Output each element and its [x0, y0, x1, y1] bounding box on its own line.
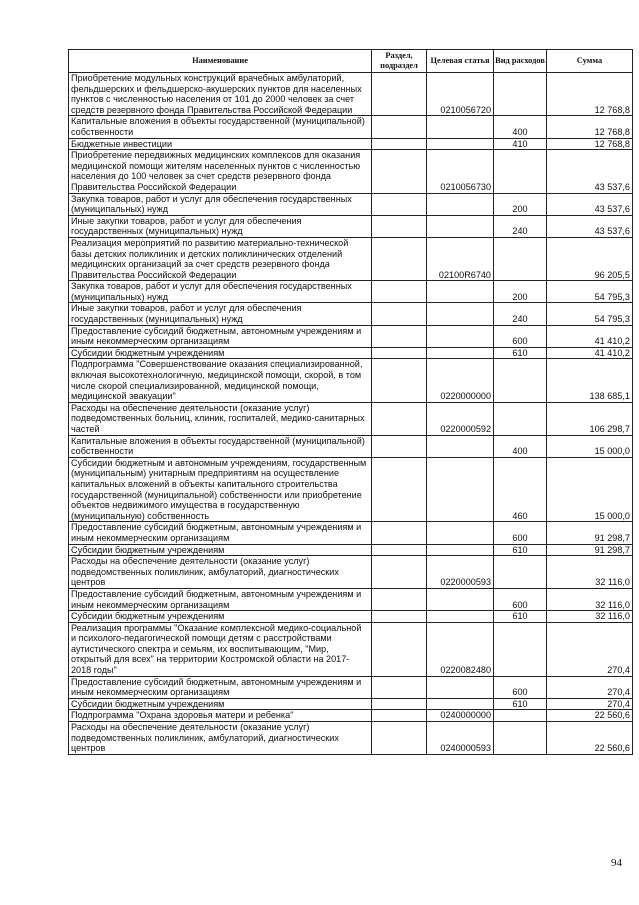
- cell-name: Субсидии бюджетным учреждениям: [69, 347, 372, 359]
- cell-section: [372, 359, 427, 402]
- cell-type: [494, 402, 547, 435]
- cell-type: 200: [494, 281, 547, 303]
- cell-name: Расходы на обеспечение деятельности (оказание услуг) подведомственных больниц, клиник, госпиталей, медико-санитарных частей: [69, 402, 372, 435]
- table-row: [69, 676, 633, 698]
- table-row: [69, 402, 633, 435]
- cell-type: 240: [494, 303, 547, 325]
- cell-article: [427, 303, 494, 325]
- cell-sum: 54 795,3: [547, 303, 633, 325]
- cell-type: 610: [494, 611, 547, 623]
- cell-section: [372, 611, 427, 623]
- cell-sum: 138 685,1: [547, 359, 633, 402]
- cell-type: 600: [494, 588, 547, 610]
- cell-sum: 12 768,8: [547, 116, 633, 138]
- cell-section: [372, 116, 427, 138]
- cell-type: 410: [494, 138, 547, 150]
- cell-name: Субсидии бюджетным и автономным учреждениям, государственным (муниципальным) унитарным предприятиям на осуществление капитальных вложений в объекты капитального строительства государственной (муниципальной) собственности или приобретение объектов недвижимого имущества в государственную (муниципальную) собственность: [69, 457, 372, 522]
- cell-article: 0220082480: [427, 622, 494, 676]
- cell-name: Закупка товаров, работ и услуг для обеспечения государственных (муниципальных) нужд: [69, 281, 372, 303]
- cell-article: [427, 676, 494, 698]
- table-row: [69, 698, 633, 710]
- table-row: [69, 73, 633, 116]
- cell-section: [372, 457, 427, 522]
- cell-name: Приобретение модульных конструкций врачебных амбулаторий, фельдшерских и фельдшерско-акушерских пунктов для населенных пунктов с численностью населения от 101 до 2000 человек за счет средств резервного фонда Правительства Российской Федерации: [69, 73, 372, 116]
- cell-type: [494, 556, 547, 589]
- cell-article: 0220000593: [427, 556, 494, 589]
- table-row: [69, 347, 633, 359]
- table-row: [69, 281, 633, 303]
- cell-article: [427, 544, 494, 556]
- table-row: [69, 722, 633, 755]
- cell-article: [427, 116, 494, 138]
- cell-article: 0220000000: [427, 359, 494, 402]
- header-name: Наименование: [69, 50, 372, 73]
- cell-section: [372, 435, 427, 457]
- cell-type: 200: [494, 193, 547, 215]
- cell-name: Закупка товаров, работ и услуг для обеспечения государственных (муниципальных) нужд: [69, 193, 372, 215]
- cell-name: Подпрограмма "Охрана здоровья матери и ребенка": [69, 710, 372, 722]
- cell-sum: 270,4: [547, 698, 633, 710]
- cell-section: [372, 588, 427, 610]
- cell-name: Субсидии бюджетным учреждениям: [69, 611, 372, 623]
- cell-section: [372, 73, 427, 116]
- cell-section: [372, 150, 427, 193]
- table-row: [69, 359, 633, 402]
- cell-name: Бюджетные инвестиции: [69, 138, 372, 150]
- table-row: [69, 522, 633, 544]
- cell-sum: 54 795,3: [547, 281, 633, 303]
- cell-type: 600: [494, 676, 547, 698]
- table-header-row: [69, 50, 633, 73]
- cell-section: [372, 622, 427, 676]
- cell-name: Предоставление субсидий бюджетным, автономным учреждениям и иным некоммерческим организациям: [69, 522, 372, 544]
- cell-type: [494, 237, 547, 280]
- cell-sum: 32 116,0: [547, 588, 633, 610]
- header-sum: Сумма: [547, 50, 633, 73]
- cell-sum: 270,4: [547, 622, 633, 676]
- cell-name: Субсидии бюджетным учреждениям: [69, 698, 372, 710]
- cell-type: 600: [494, 325, 547, 347]
- cell-sum: 32 116,0: [547, 611, 633, 623]
- cell-article: [427, 347, 494, 359]
- cell-sum: 43 537,6: [547, 150, 633, 193]
- cell-article: [427, 281, 494, 303]
- header-article: Целевая статья: [427, 50, 494, 73]
- cell-name: Предоставление субсидий бюджетным, автономным учреждениям и иным некоммерческим организациям: [69, 588, 372, 610]
- cell-sum: 91 298,7: [547, 544, 633, 556]
- cell-sum: 106 298,7: [547, 402, 633, 435]
- cell-section: [372, 710, 427, 722]
- cell-section: [372, 138, 427, 150]
- table-row: [69, 544, 633, 556]
- cell-section: [372, 215, 427, 237]
- cell-type: 610: [494, 544, 547, 556]
- cell-article: [427, 588, 494, 610]
- cell-sum: 12 768,8: [547, 73, 633, 116]
- cell-article: [427, 325, 494, 347]
- cell-sum: 41 410,2: [547, 325, 633, 347]
- table-row: [69, 193, 633, 215]
- cell-type: 600: [494, 522, 547, 544]
- table-row: [69, 138, 633, 150]
- cell-type: [494, 722, 547, 755]
- cell-type: 610: [494, 347, 547, 359]
- cell-article: 02100R6740: [427, 237, 494, 280]
- cell-name: Реализация программы "Оказание комплексной медико-социальной и психолого-педагогической помощи детям с расстройствами аутистического спектра и семьям, их воспитывающим, "Мир, открытый для всех" на территории Костромской области на 2017-2018 годы": [69, 622, 372, 676]
- cell-name: Капитальные вложения в объекты государственной (муниципальной) собственности: [69, 116, 372, 138]
- cell-article: [427, 522, 494, 544]
- cell-sum: 96 205,5: [547, 237, 633, 280]
- cell-section: [372, 347, 427, 359]
- cell-name: Расходы на обеспечение деятельности (оказание услуг) подведомственных поликлиник, амбулаторий, диагностических центров: [69, 722, 372, 755]
- cell-article: 0220000592: [427, 402, 494, 435]
- page-number: 94: [611, 857, 622, 869]
- cell-section: [372, 698, 427, 710]
- cell-article: [427, 215, 494, 237]
- table-row: [69, 611, 633, 623]
- cell-section: [372, 722, 427, 755]
- cell-sum: 270,4: [547, 676, 633, 698]
- cell-section: [372, 325, 427, 347]
- cell-name: Подпрограмма "Совершенствование оказания специализированной, включая высокотехнологичную, медицинской помощи, скорой, в том числе скорой специализированной, медицинской помощи, медицинской эвакуации": [69, 359, 372, 402]
- cell-name: Иные закупки товаров, работ и услуг для обеспечения государственных (муниципальных) нужд: [69, 303, 372, 325]
- header-section: Раздел, подраздел: [372, 50, 427, 73]
- cell-sum: 32 116,0: [547, 556, 633, 589]
- table-row: [69, 237, 633, 280]
- header-type: Вид расходов: [494, 50, 547, 73]
- cell-section: [372, 237, 427, 280]
- cell-article: 0240000593: [427, 722, 494, 755]
- table-row: [69, 435, 633, 457]
- cell-type: [494, 710, 547, 722]
- cell-sum: 43 537,6: [547, 215, 633, 237]
- table-row: [69, 457, 633, 522]
- cell-sum: 43 537,6: [547, 193, 633, 215]
- cell-name: Субсидии бюджетным учреждениям: [69, 544, 372, 556]
- table-row: [69, 622, 633, 676]
- cell-name: Реализация мероприятий по развитию материально-технической базы детских поликлиник и детских поликлинических отделений медицинских организаций за счет средств резервного фонда Правительства Российской Федерации: [69, 237, 372, 280]
- cell-section: [372, 193, 427, 215]
- cell-type: 400: [494, 116, 547, 138]
- cell-name: Расходы на обеспечение деятельности (оказание услуг) подведомственных поликлиник, амбулаторий, диагностических центров: [69, 556, 372, 589]
- cell-sum: 15 000,0: [547, 457, 633, 522]
- cell-type: 610: [494, 698, 547, 710]
- table-row: [69, 556, 633, 589]
- table-row: [69, 116, 633, 138]
- cell-type: 240: [494, 215, 547, 237]
- table-row: [69, 588, 633, 610]
- table-row: [69, 325, 633, 347]
- cell-section: [372, 522, 427, 544]
- cell-name: Иные закупки товаров, работ и услуг для обеспечения государственных (муниципальных) нужд: [69, 215, 372, 237]
- budget-table: [68, 49, 633, 755]
- cell-section: [372, 544, 427, 556]
- cell-name: Предоставление субсидий бюджетным, автономным учреждениям и иным некоммерческим организациям: [69, 325, 372, 347]
- cell-article: [427, 611, 494, 623]
- cell-type: [494, 73, 547, 116]
- cell-sum: 12 768,8: [547, 138, 633, 150]
- cell-section: [372, 676, 427, 698]
- cell-type: 460: [494, 457, 547, 522]
- cell-section: [372, 281, 427, 303]
- cell-article: 0240000000: [427, 710, 494, 722]
- cell-type: [494, 359, 547, 402]
- cell-article: [427, 138, 494, 150]
- table-row: [69, 215, 633, 237]
- cell-sum: 91 298,7: [547, 522, 633, 544]
- table-body: [69, 73, 633, 755]
- cell-section: [372, 402, 427, 435]
- cell-article: 0210056720: [427, 73, 494, 116]
- cell-article: [427, 698, 494, 710]
- cell-sum: 22 560,6: [547, 710, 633, 722]
- cell-section: [372, 303, 427, 325]
- table-row: [69, 150, 633, 193]
- cell-sum: 22 560,6: [547, 722, 633, 755]
- cell-sum: 15 000,0: [547, 435, 633, 457]
- table-row: [69, 303, 633, 325]
- cell-sum: 41 410,2: [547, 347, 633, 359]
- cell-article: [427, 457, 494, 522]
- cell-section: [372, 556, 427, 589]
- cell-article: 0210056730: [427, 150, 494, 193]
- cell-type: 400: [494, 435, 547, 457]
- table-row: [69, 710, 633, 722]
- cell-article: [427, 193, 494, 215]
- cell-type: [494, 622, 547, 676]
- cell-article: [427, 435, 494, 457]
- cell-name: Приобретение передвижных медицинских комплексов для оказания медицинской помощи жителям населенных пунктов с численностью населения до 100 человек за счет средств резервного фонда Правительства Российской Федерации: [69, 150, 372, 193]
- cell-type: [494, 150, 547, 193]
- cell-name: Капитальные вложения в объекты государственной (муниципальной) собственности: [69, 435, 372, 457]
- cell-name: Предоставление субсидий бюджетным, автономным учреждениям и иным некоммерческим организациям: [69, 676, 372, 698]
